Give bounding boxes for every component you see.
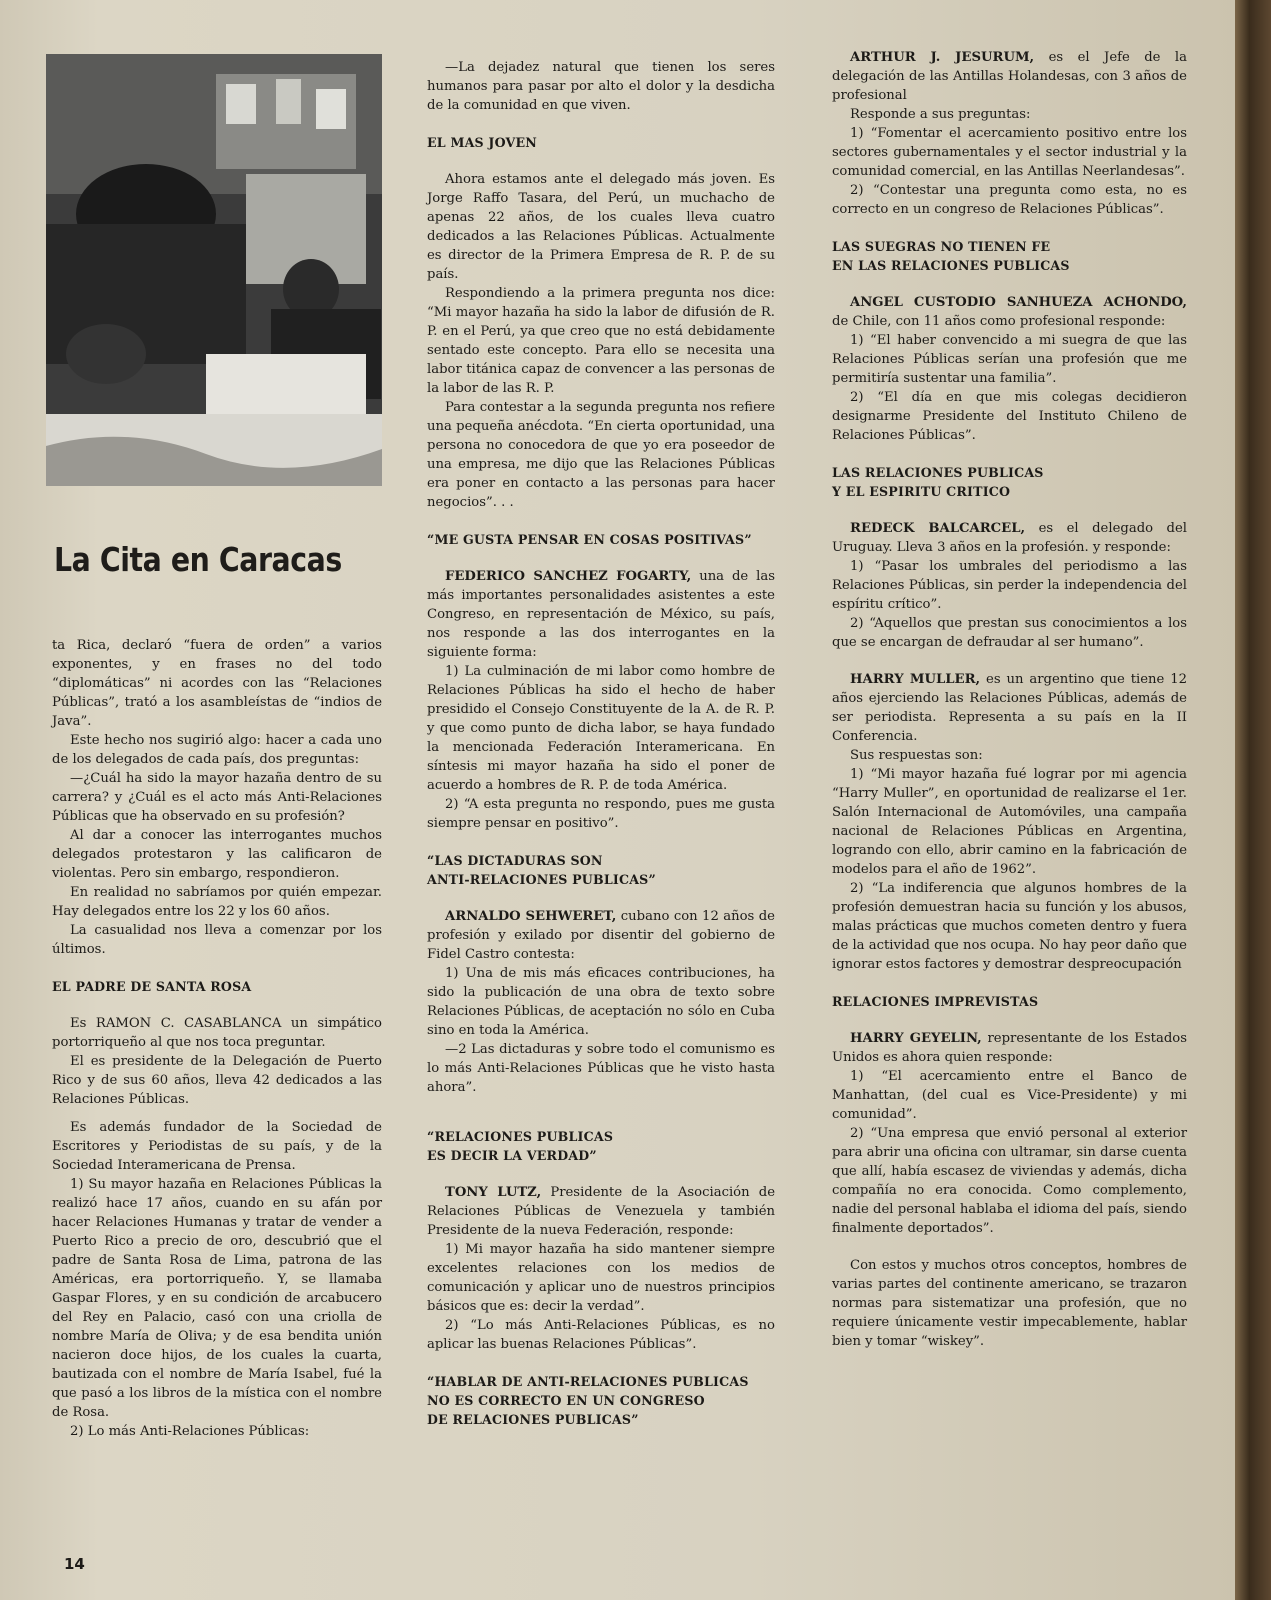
section-heading xyxy=(832,463,1187,501)
paragraph xyxy=(832,293,1187,331)
paragraph: Ahora estamos ante el delegado más joven. Es Jorge Raffo Tasara, del Perú, un muchacho de apenas 22 años, de los cuales lleva cuatro dedicados a las Relaciones Públicas. Actualmente es director de la Primera Empresa de R. P. de su país. xyxy=(427,172,775,282)
page-number: 14 xyxy=(64,1555,85,1573)
section-heading xyxy=(427,851,775,889)
section-heading: “ME GUSTA PENSAR EN COSAS POSITIVAS” xyxy=(427,532,752,547)
paragraph: Respondiendo a la primera pregunta nos dice: “Mi mayor hazaña ha sido la labor de difusión de R. P. en el Perú, ya que creo que no está debidamente sentado este concepto. Para ello se necesita una labor titánica capaz de convencer a las personas de la labor de las R. P. xyxy=(427,286,775,396)
paragraph: 1) “Fomentar el acercamiento positivo entre los sectores gubernamentales y el sector industrial y la comunidad comercial, en las Antillas Neerlandesas”. xyxy=(832,126,1187,179)
heading-line: LAS RELACIONES PUBLICAS xyxy=(832,465,1044,480)
paragraph: En realidad no sabríamos por quién empezar. Hay delegados entre los 22 y los 60 años. xyxy=(52,885,382,919)
paragraph: ta Rica, declaró “fuera de orden” a varios exponentes, y en frases no del todo “diplomáticas” ni acordes con las “Relaciones Públicas”, trató a los asambleístas de “indios de Java”. xyxy=(52,638,382,729)
heading-line: “RELACIONES PUBLICAS xyxy=(427,1129,614,1144)
paragraph: Es además fundador de la Sociedad de Escritores y Periodistas de su país, y de la Sociedad Interamericana de Prensa. xyxy=(52,1120,382,1173)
paragraph: 2) “La indiferencia que algunos hombres de la profesión demuestran hacia su función y los abusos, malas prácticas que muchos cometen dentro y fuera de la actividad que nos ocupa. No hay peor daño que ignorar estos factores y demostrar despreocupación xyxy=(832,881,1187,972)
paragraph: El es presidente de la Delegación de Puerto Rico y de sus 60 años, lleva 42 dedicados a las Relaciones Públicas. xyxy=(52,1054,382,1107)
paragraph: Con estos y muchos otros conceptos, hombres de varias partes del continente americano, se trazaron normas para sistematizar una profesión, que no requiere únicamente vestir impecablemente, hablar bien y tomar “wiskey”. xyxy=(832,1258,1187,1349)
section-heading: EL MAS JOVEN xyxy=(427,135,538,150)
paragraph: 2) “El día en que mis colegas decidieron designarme Presidente del Instituto Chileno de Relaciones Públicas”. xyxy=(832,390,1187,443)
paragraph: Sus respuestas son: xyxy=(850,748,983,763)
delegate-name: ARTHUR J. JESURUM, xyxy=(850,50,1035,65)
paragraph: 1) Mi mayor hazaña ha sido mantener siempre excelentes relaciones con los medios de comunicación y aplicar uno de nuestros principios básicos que es: decir la verdad”. xyxy=(427,1242,775,1314)
paragraph xyxy=(832,1029,1187,1067)
delegate-name: TONY LUTZ, xyxy=(445,1185,542,1200)
conference-photo-image xyxy=(46,54,382,486)
heading-line: “HABLAR DE ANTI-RELACIONES PUBLICAS xyxy=(427,1374,749,1389)
section-heading xyxy=(427,1127,775,1165)
paragraph: 1) “El acercamiento entre el Banco de Manhattan, (del cual es Vice-Presidente) y mi comunidad”. xyxy=(832,1069,1187,1122)
delegate-name: HARRY GEYELIN, xyxy=(850,1031,982,1046)
delegate-name: FEDERICO SANCHEZ FOGARTY, xyxy=(445,569,692,584)
delegate-name: REDECK BALCARCEL, xyxy=(850,521,1026,536)
paragraph: La casualidad nos lleva a comenzar por los últimos. xyxy=(52,923,382,957)
heading-line: EN LAS RELACIONES PUBLICAS xyxy=(832,258,1070,273)
paragraph: 1) Su mayor hazaña en Relaciones Públicas la realizó hace 17 años, cuando en su afán por hacer Relaciones Humanas y tratar de vender a Puerto Rico a precio de oro, descubrió que el padre de Santa Rosa de Lima, patrona de las Américas, era portorriqueño. Y, se llamaba Gaspar Flores, y en su condición de arcabucero del Rey en Palacio, casó con una criolla de nombre María de Oliva; y de esa bendita unión nacieron doce hijos, de los cuales la cuarta, bautizada con el nombre de María Isabel, fué la que pasó a los libros de la mística con el nombre de Rosa. xyxy=(52,1177,382,1420)
heading-line: DE RELACIONES PUBLICAS” xyxy=(427,1412,639,1427)
section-heading xyxy=(427,1372,775,1429)
paragraph-text: de Chile, con 11 años como profesional responde: xyxy=(832,314,1166,329)
paragraph: 1) Una de mis más eficaces contribuciones, ha sido la publicación de una obra de texto sobre Relaciones Públicas, de aceptación no sólo en Cuba sino en toda la América. xyxy=(427,966,775,1038)
paragraph: 1) “El haber convencido a mi suegra de que las Relaciones Públicas serían una profesión que me permitiría sustentar una familia”. xyxy=(832,333,1187,386)
article-headline: La Cita en Caracas xyxy=(54,540,342,579)
paragraph: 2) Lo más Anti-Relaciones Públicas: xyxy=(70,1424,310,1439)
heading-line: “LAS DICTADURAS SON xyxy=(427,853,603,868)
conference-photo xyxy=(46,54,382,486)
paragraph xyxy=(832,519,1187,557)
article-column-3 xyxy=(832,48,1187,1351)
paragraph: 2) “A esta pregunta no respondo, pues me gusta siempre pensar en positivo”. xyxy=(427,797,775,831)
paragraph: Al dar a conocer las interrogantes muchos delegados protestaron y las calificaron de violentas. Pero sin embargo, respondieron. xyxy=(52,828,382,881)
paragraph xyxy=(427,907,775,964)
paragraph: 2) “Aquellos que prestan sus conocimientos a los que se encargan de defraudar al ser humano”. xyxy=(832,616,1187,650)
paragraph: 1) La culminación de mi labor como hombre de Relaciones Públicas ha sido el hecho de haber presidido el Consejo Constituyente de la A. de R. P. y que como punto de dicha labor, se haya fundado la mencionada Federación Interamericana. En síntesis mi mayor hazaña ha sido el poner de acuerdo a hombres de R. P. de toda América. xyxy=(427,664,775,793)
paragraph-text: cubano con 12 años de profesión y exilado por disentir del gobierno de Fidel Castro contesta: xyxy=(427,909,775,962)
paragraph xyxy=(427,1183,775,1240)
paragraph-text: Presidente de la Asociación de Relaciones Públicas de Venezuela y también Presidente de la nueva Federación, responde: xyxy=(427,1185,775,1238)
paragraph: Para contestar a la segunda pregunta nos refiere una pequeña anécdota. “En cierta oportunidad, una persona no conocedora de que yo era poseedor de una empresa, me dijo que las Relaciones Públicas era poner en contacto a las personas para hacer negocios”. . . xyxy=(427,400,775,510)
paragraph-text: es el delegado del Uruguay. Lleva 3 años en la profesión. y responde: xyxy=(832,521,1188,555)
paragraph: Este hecho nos sugirió algo: hacer a cada uno de los delegados de cada país, dos preguntas: xyxy=(52,733,382,767)
paragraph: —2 Las dictaduras y sobre todo el comunismo es lo más Anti-Relaciones Públicas que he visto hasta ahora”. xyxy=(427,1042,775,1095)
paragraph: Responde a sus preguntas: xyxy=(850,107,1031,122)
paragraph-text: representante de los Estados Unidos es ahora quien responde: xyxy=(832,1031,1187,1065)
paragraph-text: es el Jefe de la delegación de las Antillas Holandesas, con 3 años de profesional xyxy=(832,50,1188,103)
paragraph xyxy=(427,567,775,662)
section-heading: RELACIONES IMPREVISTAS xyxy=(832,994,1039,1009)
paragraph-text: una de las más importantes personalidades asistentes a este Congreso, en representación de México, su país, nos responde a las dos interrogantes en la siguiente forma: xyxy=(427,569,775,660)
paragraph xyxy=(832,670,1187,746)
delegate-name: HARRY MULLER, xyxy=(850,672,981,687)
paragraph: —La dejadez natural que tienen los seres humanos para pasar por alto el dolor y la desdicha de la comunidad en que viven. xyxy=(427,60,775,113)
heading-line: ANTI-RELACIONES PUBLICAS” xyxy=(427,872,656,887)
heading-line: NO ES CORRECTO EN UN CONGRESO xyxy=(427,1393,705,1408)
magazine-spine xyxy=(1235,0,1271,1600)
delegate-name: ARNALDO SEHWERET, xyxy=(445,909,617,924)
article-column-1 xyxy=(52,636,382,1441)
paragraph: 2) “Lo más Anti-Relaciones Públicas, es no aplicar las buenas Relaciones Públicas”. xyxy=(427,1318,775,1352)
paragraph: 2) “Contestar una pregunta como esta, no es correcto en un congreso de Relaciones Públicas”. xyxy=(832,183,1187,217)
paragraph: —¿Cuál ha sido la mayor hazaña dentro de su carrera? y ¿Cuál es el acto más Anti-Relaciones Públicas que ha observado en su profesión? xyxy=(52,771,382,824)
article-column-2 xyxy=(427,58,775,1429)
heading-line: LAS SUEGRAS NO TIENEN FE xyxy=(832,239,1051,254)
paragraph: Es RAMON C. CASABLANCA un simpático portorriqueño al que nos toca preguntar. xyxy=(52,1016,382,1050)
section-heading: EL PADRE DE SANTA ROSA xyxy=(52,979,252,994)
paragraph: 1) “Mi mayor hazaña fué lograr por mi agencia “Harry Muller”, en oportunidad de realizarse el 1er. Salón Internacional de Automóviles, una campaña nacional de Relaciones Públicas en Argentina, logrando con ello, abrir camino en la fabricación de modelos para el año de 1962”. xyxy=(832,767,1187,877)
paragraph xyxy=(832,48,1187,105)
section-heading xyxy=(832,237,1187,275)
paragraph: 2) “Una empresa que envió personal al exterior para abrir una oficina con ultramar, sin darse cuenta que allí, había escasez de viviendas y además, dicha compañía no era conocida. Como complemento, nadie del personal hablaba el idioma del país, siendo finalmente deportados”. xyxy=(832,1126,1187,1236)
heading-line: Y EL ESPIRITU CRITICO xyxy=(832,484,1011,499)
paragraph: 1) “Pasar los umbrales del periodismo a las Relaciones Públicas, sin perder la independencia del espíritu crítico”. xyxy=(832,559,1187,612)
paragraph-text: es un argentino que tiene 12 años ejerciendo las Relaciones Públicas, además de ser periodista. Representa a su país en la II Conferencia. xyxy=(832,672,1187,744)
heading-line: ES DECIR LA VERDAD” xyxy=(427,1148,597,1163)
delegate-name: ANGEL CUSTODIO SANHUEZA ACHONDO, xyxy=(850,295,1187,310)
